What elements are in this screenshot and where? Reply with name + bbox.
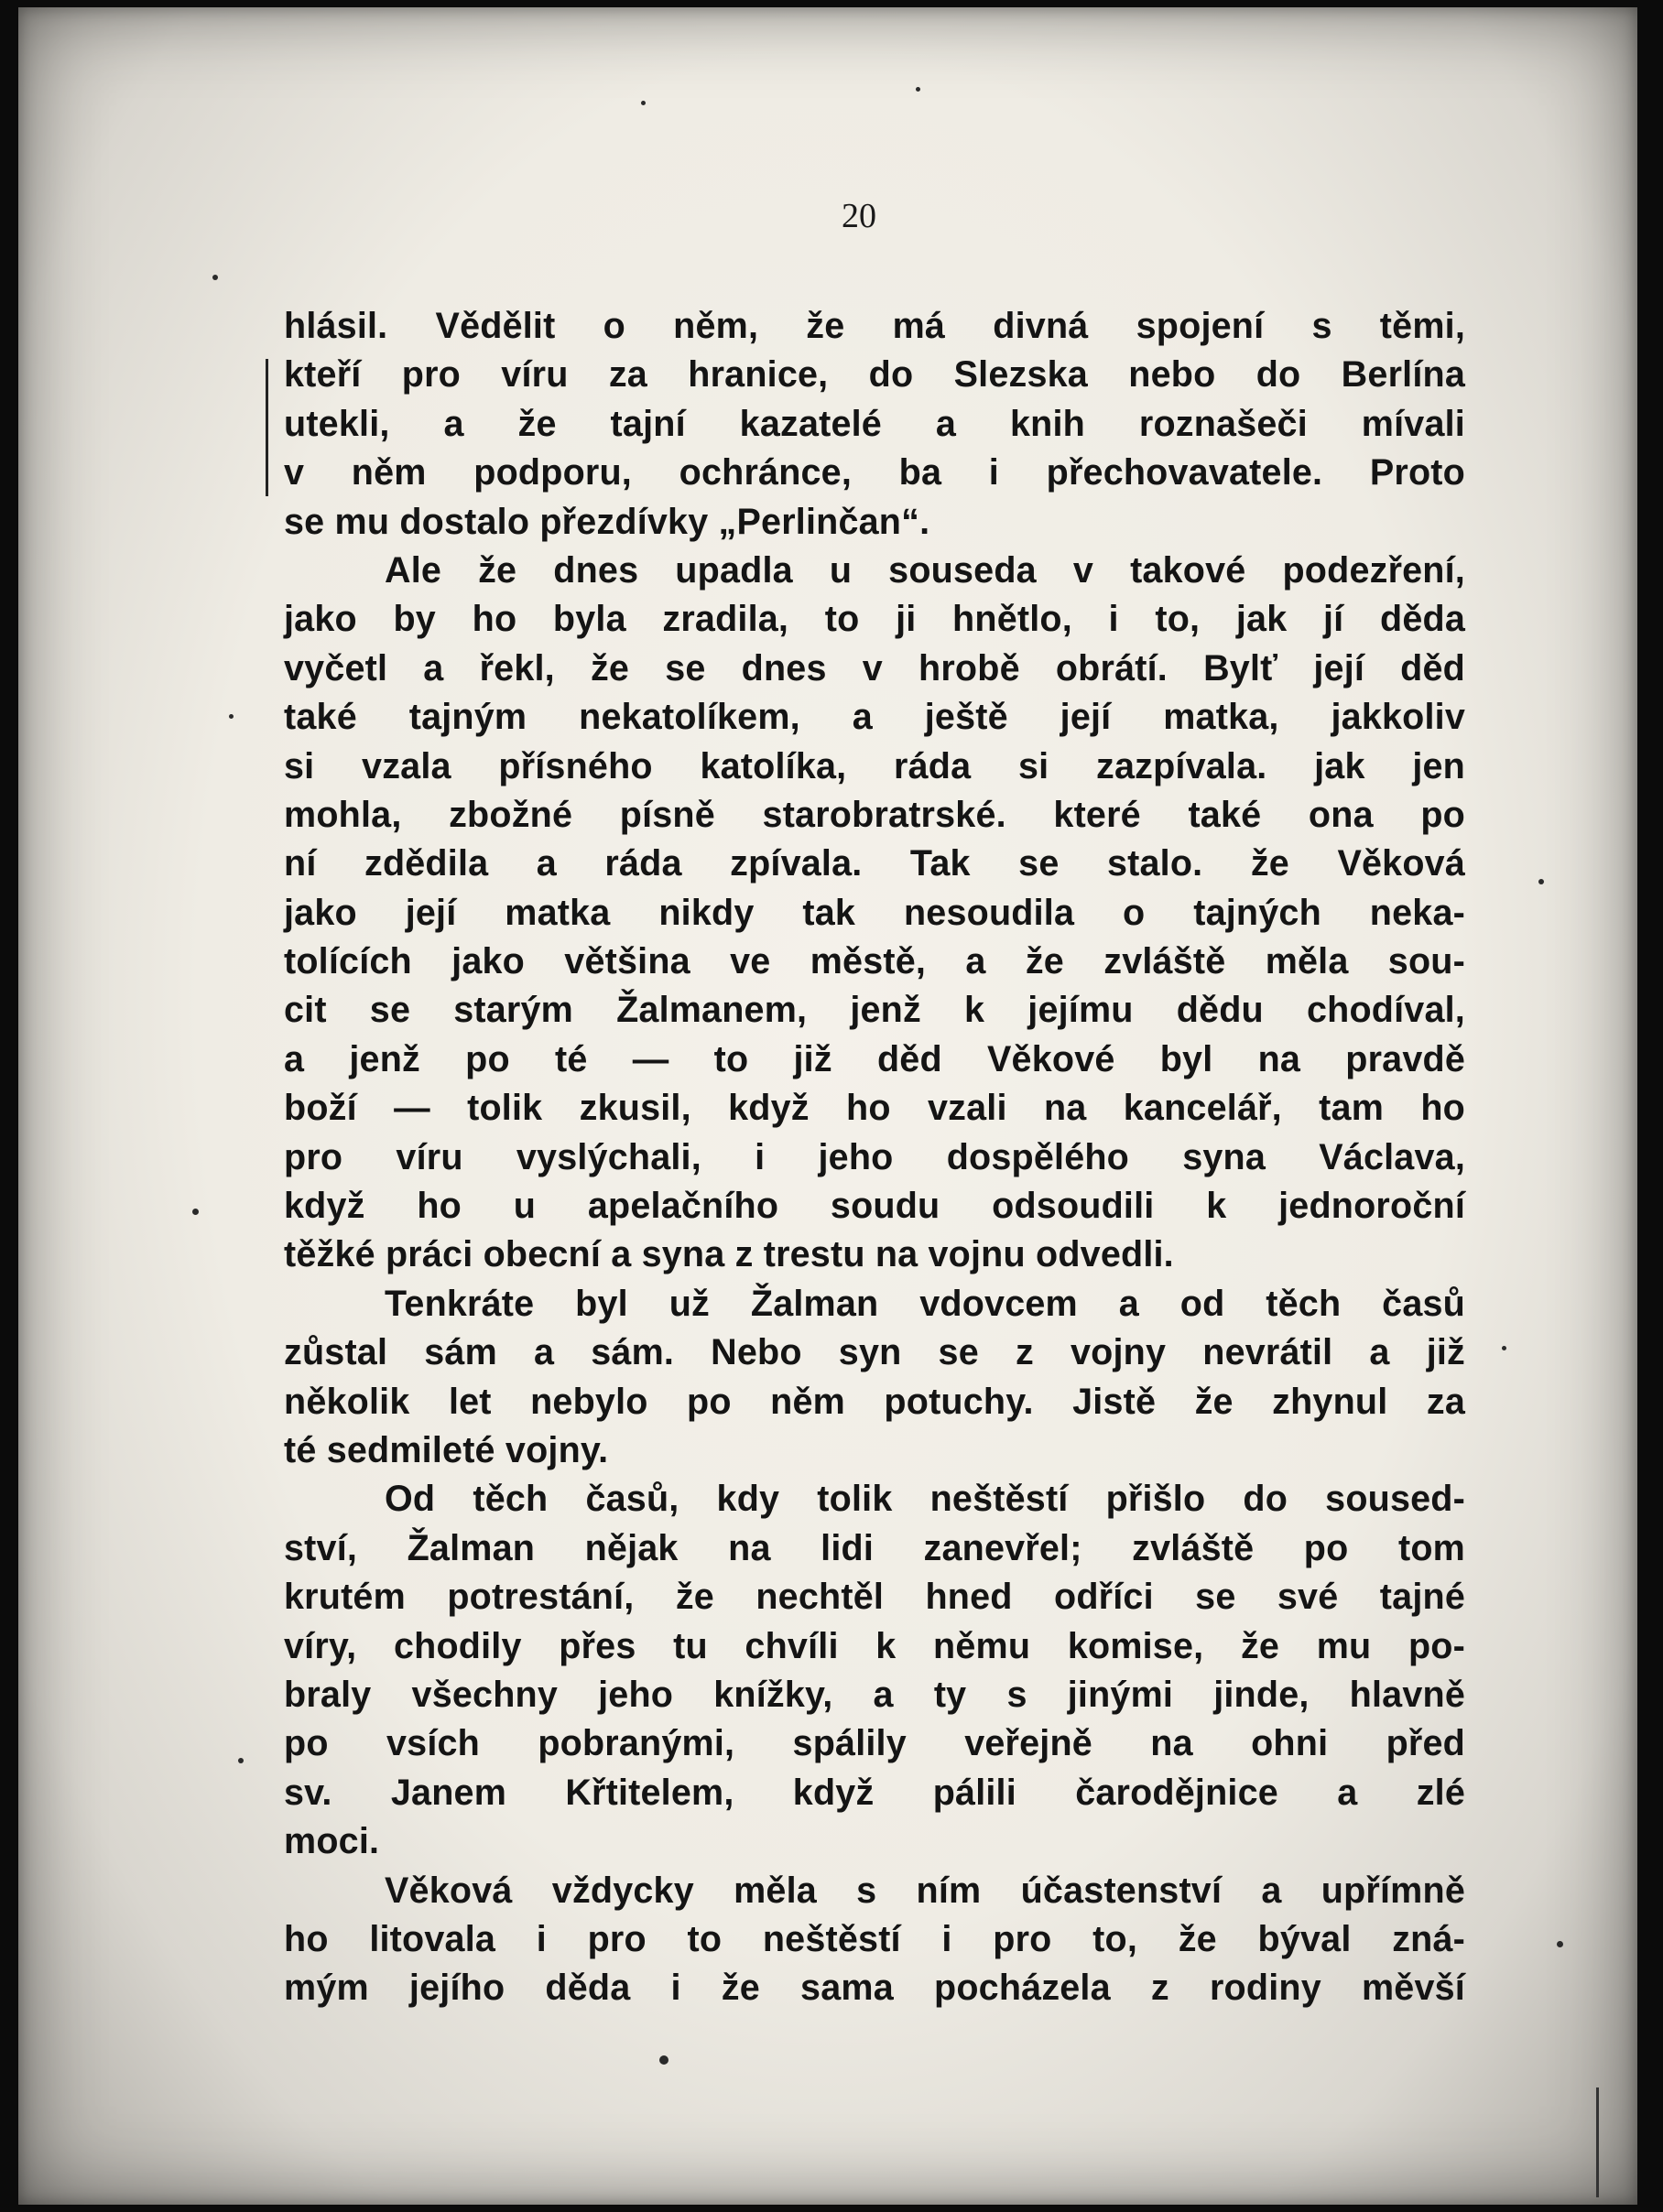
- text-line: Ale že dnes upadla u souseda v takové podezření,: [385, 549, 1465, 591]
- text-line: zůstal sám a sám. Nebo syn se z vojny nevrátil a již: [284, 1332, 1465, 1373]
- scan-speck: [238, 1758, 244, 1763]
- text-line: kteří pro víru za hranice, do Slezska nebo do Berlína: [284, 354, 1465, 396]
- text-line: moci.: [284, 1821, 380, 1862]
- text-line: ní zdědila a ráda zpívala. Tak se stalo. že Věková: [284, 843, 1465, 884]
- margin-marking-line: [266, 359, 268, 496]
- text-line: cit se starým Žalmanem, jenž k jejímu dědu chodíval,: [284, 990, 1465, 1031]
- text-line: ho litovala i pro to neštěstí i pro to, že býval zná-: [284, 1918, 1465, 1959]
- text-line: v něm podporu, ochránce, ba i přechovavatele. Proto: [284, 452, 1465, 493]
- text-line: ství, Žalman nějak na lidi zanevřel; zvláště po tom: [284, 1527, 1465, 1568]
- binding-edge-line: [1596, 2087, 1599, 2197]
- text-line: utekli, a že tajní kazatelé a knih roznašeči mívali: [284, 403, 1465, 444]
- text-line: víry, chodily přes tu chvíli k němu komise, že mu po-: [284, 1625, 1465, 1666]
- text-line: se mu dostalo přezdívky „Perlinčan“.: [284, 501, 930, 542]
- text-line: krutém potrestání, že nechtěl hned odříci se své tajné: [284, 1577, 1465, 1618]
- text-line: po vsích pobranými, spálily veřejně na ohni před: [284, 1723, 1465, 1764]
- scan-speck: [1502, 1346, 1506, 1350]
- text-line: několik let nebylo po něm potuchy. Jistě že zhynul za: [284, 1381, 1465, 1422]
- scan-speck: [641, 101, 646, 105]
- text-line: mohla, zbožné písně starobratrské. které také ona po: [284, 794, 1465, 835]
- body-text: [284, 302, 1465, 2013]
- text-line: sv. Janem Křtitelem, když pálili čarodějnice a zlé: [284, 1772, 1465, 1813]
- text-line: braly všechny jeho knížky, a ty s jinými jinde, hlavně: [284, 1674, 1465, 1715]
- scan-speck: [916, 87, 920, 92]
- text-line: té sedmileté vojny.: [284, 1429, 609, 1470]
- text-line: Od těch časů, kdy tolik neštěstí přišlo do soused-: [385, 1479, 1465, 1520]
- text-line: a jenž po té — to již děd Věkové byl na pravdě: [284, 1038, 1465, 1079]
- scan-speck: [1557, 1941, 1563, 1947]
- text-line: pro víru vyslýchali, i jeho dospělého syna Václava,: [284, 1136, 1465, 1177]
- text-line: také tajným nekatolíkem, a ještě její matka, jakkoliv: [284, 697, 1465, 738]
- text-line: Věková vždycky měla s ním účastenství a upřímně: [385, 1870, 1465, 1911]
- scan-speck: [212, 275, 218, 280]
- text-line: si vzala přísného katolíka, ráda si zazpívala. jak jen: [284, 745, 1465, 786]
- text-line: tolících jako většina ve městě, a že zvláště měla sou-: [284, 941, 1465, 982]
- text-line: jako její matka nikdy tak nesoudila o tajných neka-: [284, 892, 1465, 933]
- text-line: těžké práci obecní a syna z trestu na vojnu odvedli.: [284, 1234, 1174, 1275]
- text-line: když ho u apelačního soudu odsoudili k jednoroční: [284, 1186, 1465, 1227]
- text-line: jako by ho byla zradila, to ji hnětlo, i to, jak jí děda: [284, 599, 1465, 640]
- text-line: Tenkráte byl už Žalman vdovcem a od těch časů: [385, 1283, 1465, 1324]
- text-line: hlásil. Vědělit o něm, že má divná spojení s těmi,: [284, 306, 1465, 346]
- scan-speck: [1538, 879, 1544, 884]
- scan-speck: [229, 714, 234, 719]
- page-number: 20: [842, 197, 876, 235]
- scan-speck: [659, 2055, 668, 2065]
- text-line: boží — tolik zkusil, když ho vzali na kancelář, tam ho: [284, 1088, 1465, 1129]
- text-line: vyčetl a řekl, že se dnes v hrobě obrátí. Bylť její děd: [284, 647, 1465, 689]
- scan-speck: [192, 1209, 199, 1215]
- text-line: mým jejího děda i že sama pocházela z rodiny měvší: [284, 1968, 1465, 2009]
